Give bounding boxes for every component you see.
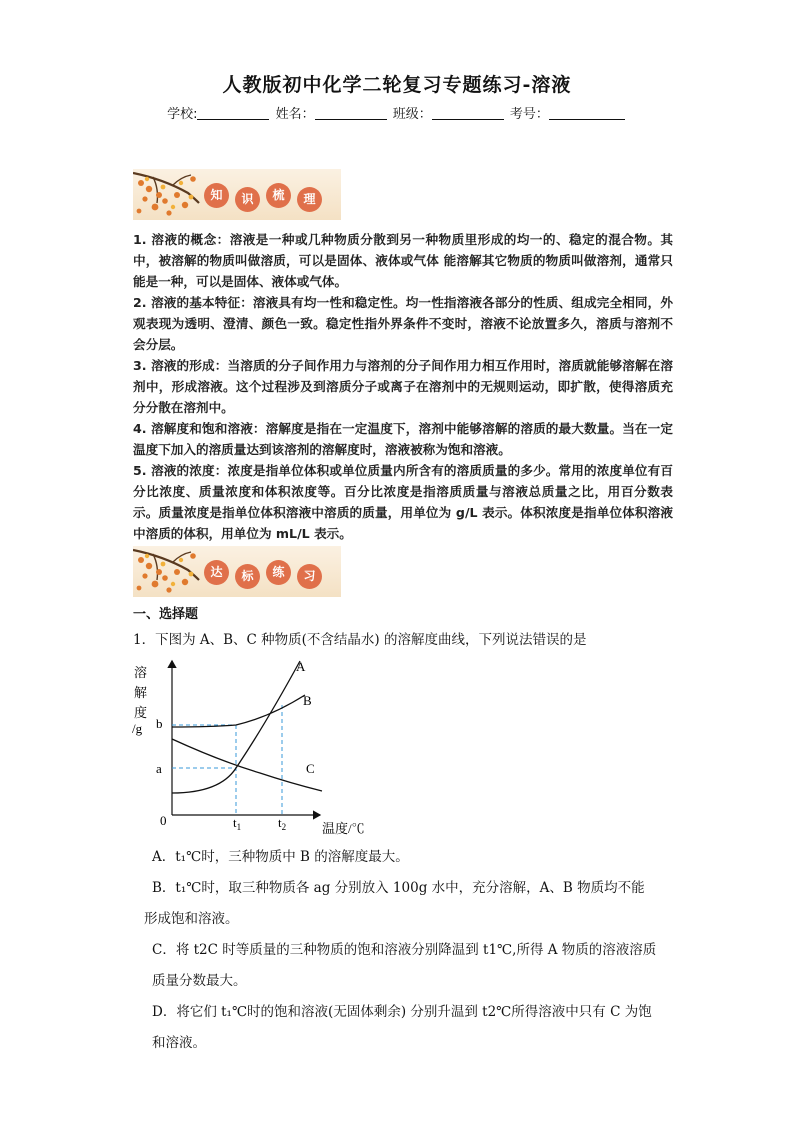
- knowledge-item-5: 5. 溶液的浓度：浓度是指单位体积或单位质量内所含有的溶质质量的多少。常用的浓度单位有百分比浓度、质量浓度和体积浓度等。百分比浓度是指溶质质量与溶液总质量之比，用百分数表示。质量浓度是指单位体积溶液中溶质的质量，用单位为 g/L 表示。体积浓度是指单位体积溶液中溶质的体积，用单位为 mL/L 表示。: [133, 463, 673, 541]
- option-d-line1: D．将它们 t₁℃时的饱和溶液(无固体剩余) 分别升温到 t2℃所得溶液中只有 C 为饱: [152, 1004, 652, 1020]
- y-axis-label-2: 解: [134, 685, 148, 700]
- name-blank: [315, 107, 387, 120]
- banner-char-shu: 梳: [266, 183, 291, 208]
- banner-char-da: 达: [204, 560, 229, 585]
- knowledge-item-4: 4. 溶解度和饱和溶液：溶解度是指在一定温度下，溶剂中能够溶解的溶质的最大数量。当在一定温度下加入的溶质量达到该溶剂的溶解度时，溶液被称为饱和溶液。: [133, 421, 673, 457]
- option-b-line1: B．t₁℃时，取三种物质各 ag 分别放入 100g 水中，充分溶解，A、B 物质均不能: [152, 880, 645, 896]
- x-axis-label: 温度/℃: [322, 821, 365, 836]
- knowledge-content: [133, 229, 673, 544]
- option-d-line2: 和溶液。: [152, 1035, 206, 1051]
- practice-banner: [133, 546, 341, 597]
- banner-char-zhi: 知: [204, 183, 229, 208]
- solubility-curve-diagram: [130, 655, 390, 840]
- banner-char-biao: 标: [235, 564, 260, 589]
- banner-char-shi: 识: [235, 187, 260, 212]
- t1-label: $t_1$: [233, 815, 242, 832]
- curve-b-label: B: [303, 693, 312, 708]
- knowledge-banner: [133, 169, 341, 220]
- name-label: 姓名：: [275, 107, 315, 122]
- knowledge-item-3: 3. 溶液的形成：当溶质的分子间作用力与溶剂的分子间作用力相互作用时，溶质就能够溶解在溶剂中，形成溶液。这个过程涉及到溶质分子或离子在溶剂中的无规则运动，即扩散，使得溶质充分分散在溶剂中。: [133, 358, 673, 415]
- class-blank: [432, 107, 504, 120]
- curve-a-label: A: [296, 659, 306, 674]
- school-label: 学校:: [167, 107, 198, 122]
- student-info-line: [0, 103, 794, 122]
- curve-c: [172, 739, 322, 791]
- class-label: 班级：: [392, 107, 432, 122]
- question-1-stem: 1．下图为 A、B、C 种物质(不含结晶水) 的溶解度曲线，下列说法错误的是: [133, 632, 587, 648]
- page-title: 人教版初中化学二轮复习专题练习-溶液: [222, 74, 572, 96]
- option-c-line2: 质量分数最大。: [152, 973, 247, 989]
- exam-number-label: 考号：: [509, 107, 549, 122]
- knowledge-item-1: 1. 溶液的概念：溶液是一种或几种物质分散到另一种物质里形成的均一的、稳定的混合物。其中，被溶解的物质叫做溶质，可以是固体、液体或气体 能溶解其它物质的物质叫做溶剂，通常只能是一种，可以是固体、液体或气体。: [133, 232, 673, 289]
- knowledge-item-2: 2. 溶液的基本特征：溶液具有均一性和稳定性。均一性指溶液各部分的性质、组成完全相同，外观表现为透明、澄清、颜色一致。稳定性指外界条件不变时，溶液不论放置多久，溶质与溶剂不会分层。: [133, 295, 673, 352]
- a-label: a: [156, 761, 162, 776]
- y-axis-label-3: 度: [134, 705, 148, 720]
- curve-b: [172, 695, 305, 727]
- option-c-line1: C．将 t2C 时等质量的三种物质的饱和溶液分别降温到 t1℃,所得 A 物质的溶液溶质: [152, 942, 657, 958]
- option-b-line2: 形成饱和溶液。: [144, 911, 239, 927]
- school-blank: [197, 107, 269, 120]
- section-heading: 一、选择题: [133, 607, 199, 622]
- option-a: A．t₁℃时，三种物质中 B 的溶解度最大。: [152, 849, 409, 865]
- question-1-options: [144, 842, 662, 1059]
- origin-label: 0: [160, 813, 167, 828]
- banner-char-lian: 练: [266, 560, 291, 585]
- y-axis-label-1: 溶: [134, 665, 148, 680]
- banner-char-xi: 习: [297, 564, 322, 589]
- t2-label: $t_2$: [278, 815, 287, 832]
- b-label: b: [156, 716, 163, 731]
- exam-number-blank: [549, 107, 625, 120]
- curve-c-label: C: [306, 761, 315, 776]
- banner-char-li: 理: [297, 187, 322, 212]
- y-axis-label-unit: /g: [132, 721, 143, 736]
